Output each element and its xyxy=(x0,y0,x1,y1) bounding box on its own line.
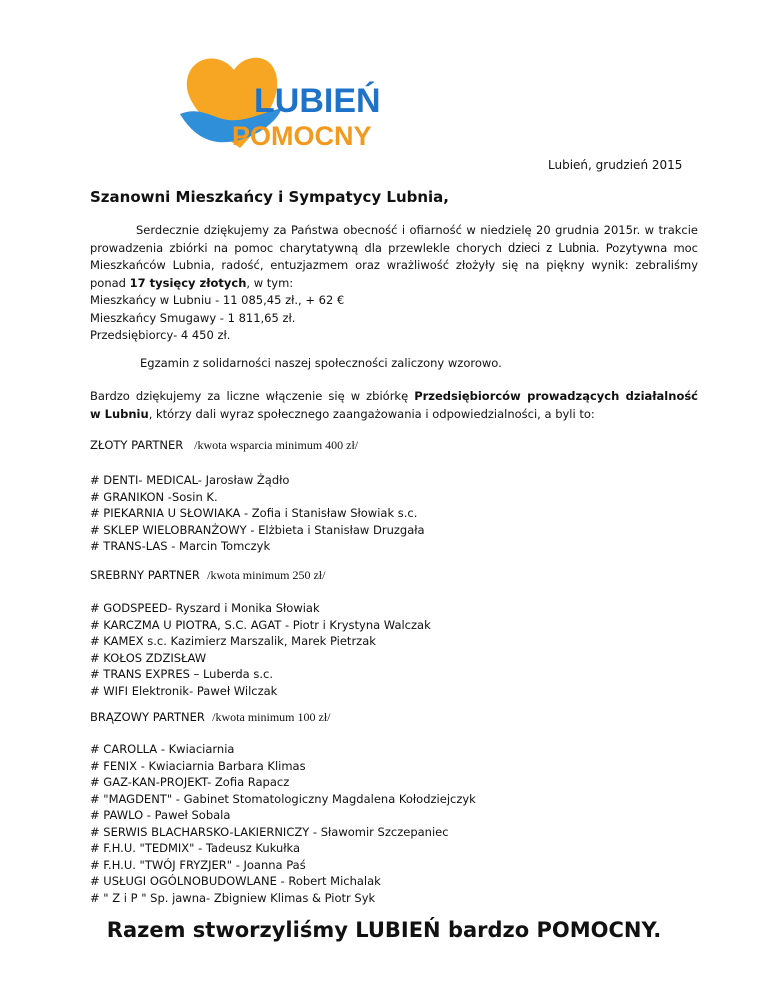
intro-line: Serdecznie dziękujemy za Państwa obecność i ofiarność w niedzielę 20 grudnia 2015r. w trakcie xyxy=(136,223,698,237)
list-item: # SERWIS BLACHARSKO-LAKIERNICZY - Sławomir Szczepaniec xyxy=(90,824,449,839)
list-item: # TRANS EXPRES – Luberda s.c. xyxy=(90,667,273,681)
logo xyxy=(178,48,388,158)
intro-line: ponad 17 tysięcy złotych, w tym: xyxy=(90,275,294,290)
list-item: # " Z i P " Sp. jawna- Zbigniew Klimas & Piotr Syk xyxy=(90,890,376,905)
list-item: # GRANIKON -Sosin K. xyxy=(90,489,218,504)
list-item: # SKLEP WIELOBRANŻOWY - Elżbieta i Stanisław Druzgała xyxy=(90,522,425,537)
intro-line: Mieszkańców Lubnia, radość, entuzjazmem oraz wrażliwość złożyły się na piękny wynik: zebraliśmy xyxy=(90,258,698,272)
list-item: # F.H.U. "TEDMIX" - Tadeusz Kukułka xyxy=(90,841,301,855)
list-item: # PIEKARNIA U SŁOWIAKA - Zofia i Stanisław Słowiak s.c. xyxy=(90,506,418,520)
bronze-partner-list xyxy=(90,741,476,906)
list-item: # PAWLO - Paweł Sobala xyxy=(90,808,231,822)
gold-partner-heading: ZŁOTY PARTNER /kwota wsparcia minimum 400 zł/ xyxy=(90,438,359,452)
list-item: # DENTI- MEDICAL- Jarosław Żądło xyxy=(90,473,290,487)
thanks-line: w Lubniu, którzy dali wyraz społecznego zaangażowania i odpowiedzialności, a byli to: xyxy=(90,406,595,421)
intro-paragraph xyxy=(90,222,698,345)
list-item: # F.H.U. "TWÓJ FRYZJER" - Joanna Paś xyxy=(90,857,306,872)
list-item: # FENIX - Kwiaciarnia Barbara Klimas xyxy=(90,758,306,773)
breakdown-item: Przedsiębiorcy- 4 450 zł. xyxy=(90,328,231,342)
closing-slogan: Razem stworzyliśmy LUBIEŃ bardzo POMOCNY. xyxy=(106,918,662,942)
list-item: # KARCZMA U PIOTRA, S.C. AGAT - Piotr i Krystyna Walczak xyxy=(90,617,431,632)
silver-partner-list xyxy=(90,600,431,699)
thanks-paragraph xyxy=(90,388,698,423)
list-item: # TRANS-LAS - Marcin Tomczyk xyxy=(90,539,271,553)
total-amount: 17 tysięcy złotych xyxy=(129,275,247,290)
logo-line2: POMOCNY xyxy=(232,121,372,151)
silver-partner-heading: SREBRNY PARTNER /kwota minimum 250 zł/ xyxy=(90,568,326,582)
intro-line: prowadzenia zbiórki na pomoc charytatywną dla przewlekle chorych dzieci z Lubnia. Pozytywna moc xyxy=(90,240,699,255)
heart-hand-logo-icon xyxy=(178,48,388,158)
list-item: # GODSPEED- Ryszard i Monika Słowiak xyxy=(90,601,320,615)
list-item: # WIFI Elektronik- Paweł Wilczak xyxy=(90,683,278,698)
letter-date: Lubień, grudzień 2015 xyxy=(548,158,683,172)
list-item: # "MAGDENT" - Gabinet Stomatologiczny Magdalena Kołodziejczyk xyxy=(90,791,476,806)
greeting-heading: Szanowni Mieszkańcy i Sympatycy Lubnia, xyxy=(90,188,449,206)
thanks-line: Bardzo dziękujemy za liczne włączenie się w zbiórkę Przedsiębiorców prowadzących działalność xyxy=(90,389,699,403)
list-item: # USŁUGI OGÓLNOBUDOWLANE - Robert Michalak xyxy=(90,874,381,888)
logo-line1: LUBIEŃ xyxy=(254,82,381,120)
list-item: # KAMEX s.c. Kazimierz Marszalik, Marek Pietrzak xyxy=(90,634,376,648)
list-item: # GAZ-KAN-PROJEKT- Zofia Rapacz xyxy=(90,775,290,789)
breakdown-item: Mieszkańcy Smugawy - 1 811,65 zł. xyxy=(90,310,296,325)
exam-sentence: Egzamin z solidarności naszej społeczności zaliczony wzorowo. xyxy=(140,356,502,370)
bronze-partner-heading: BRĄZOWY PARTNER /kwota minimum 100 zł/ xyxy=(90,710,331,724)
gold-partner-list xyxy=(90,472,425,555)
list-item: # KOŁOS ZDZISŁAW xyxy=(90,650,207,665)
breakdown-item: Mieszkańcy w Lubniu - 11 085,45 zł., + 62 € xyxy=(90,293,345,307)
list-item: # CAROLLA - Kwiaciarnia xyxy=(90,742,235,756)
